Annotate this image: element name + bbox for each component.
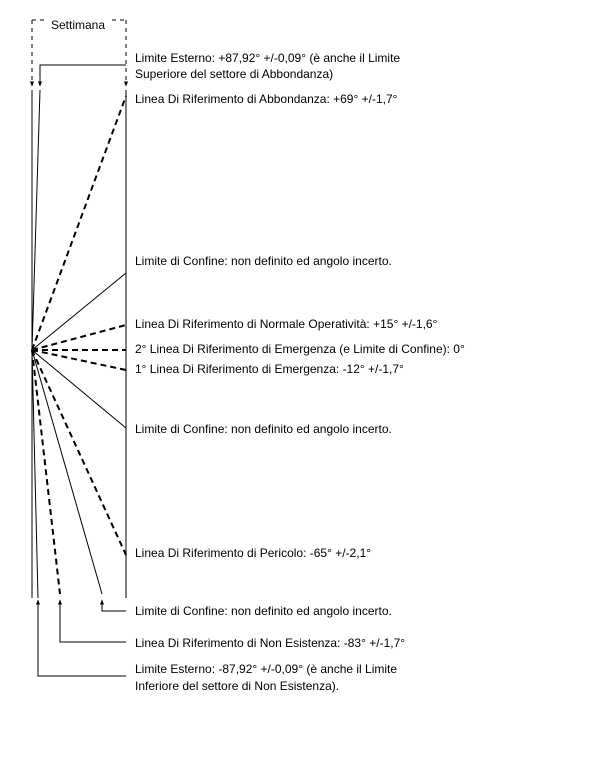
label-non-existence: Linea Di Riferimento di Non Esistenza: -83° +/-1,7° <box>135 636 406 650</box>
boundary-middle-line <box>32 350 126 428</box>
label-normal-operativity: Linea Di Riferimento di Normale Operatività: +15° +/-1,6° <box>135 317 438 331</box>
label-emergency-2: 2° Linea Di Riferimento di Emergenza (e Limite di Confine): 0° <box>135 342 465 356</box>
label-abundance: Linea Di Riferimento di Abbondanza: +69° +/-1,7° <box>135 92 398 106</box>
non-existence-reference-line <box>32 350 126 642</box>
label-outer-upper-1: Limite Esterno: +87,92° +/-0,09° (è anche il Limite <box>135 51 401 65</box>
label-boundary-upper: Limite di Confine: non definito ed angolo incerto. <box>135 254 392 268</box>
label-emergency-1: 1° Linea Di Riferimento di Emergenza: -12° +/-1,7° <box>135 362 404 376</box>
week-label: Settimana <box>50 18 106 32</box>
label-outer-upper-2: Superiore del settore di Abbondanza) <box>135 67 334 81</box>
vertical-axes <box>32 90 126 598</box>
outer-upper-limit-line <box>32 65 126 350</box>
emergency-1-reference-line <box>32 350 126 370</box>
label-outer-lower-1: Limite Esterno: -87,92° +/-0,09° (è anche il Limite <box>135 662 398 676</box>
label-outer-lower-2: Inferiore del settore di Non Esistenza). <box>135 679 340 693</box>
normal-operativity-reference-line <box>32 325 126 350</box>
label-boundary-lower: Limite di Confine: non definito ed angolo incerto. <box>135 604 392 618</box>
danger-reference-line <box>32 350 126 555</box>
label-boundary-middle: Limite di Confine: non definito ed angolo incerto. <box>135 422 392 436</box>
label-danger: Linea Di Riferimento di Pericolo: -65° +/-2,1° <box>135 546 372 560</box>
